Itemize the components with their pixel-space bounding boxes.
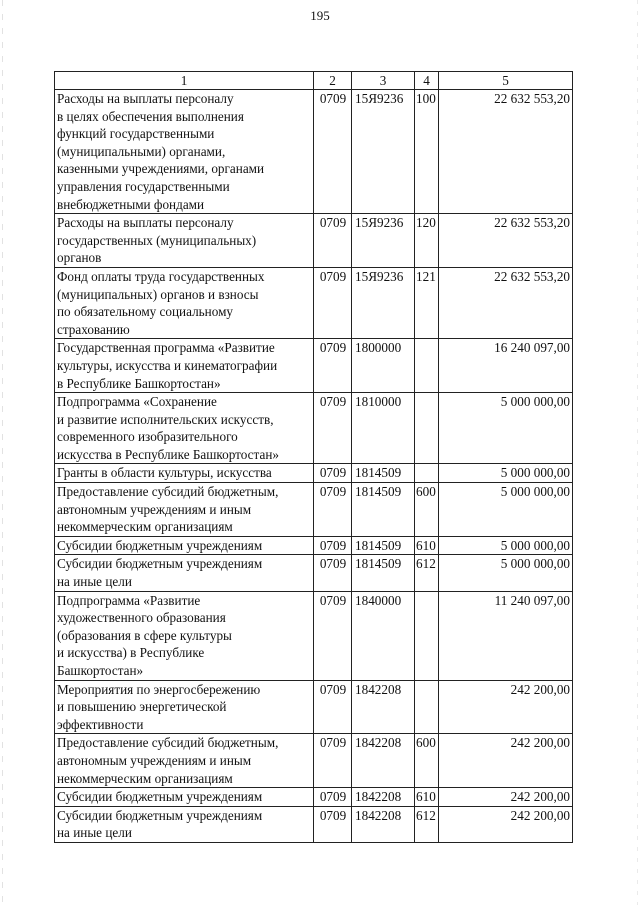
row-expense-type [415, 680, 439, 734]
row-amount: 5 000 000,00 [439, 464, 573, 483]
row-amount: 5 000 000,00 [439, 555, 573, 591]
table-row [55, 536, 573, 555]
row-expense-type [415, 591, 439, 680]
table-row [55, 267, 573, 338]
row-amount: 242 200,00 [439, 680, 573, 734]
row-expense-type: 610 [415, 788, 439, 807]
table-row [55, 680, 573, 734]
row-amount: 22 632 553,20 [439, 90, 573, 214]
row-name: Гранты в области культуры, искусства [55, 464, 314, 483]
row-name: Мероприятия по энергосбережению и повышению энергетической эффективности [55, 680, 314, 734]
row-expense-type: 612 [415, 806, 439, 842]
row-target-code: 1814509 [352, 464, 415, 483]
row-name: Фонд оплаты труда государственных (муниципальных) органов и взносы по обязательному социальному страхованию [55, 267, 314, 338]
row-section-code: 0709 [314, 90, 352, 214]
row-amount: 5 000 000,00 [439, 483, 573, 537]
table-row [55, 214, 573, 268]
row-amount: 11 240 097,00 [439, 591, 573, 680]
row-target-code: 1810000 [352, 393, 415, 464]
row-section-code: 0709 [314, 214, 352, 268]
row-section-code: 0709 [314, 267, 352, 338]
row-expense-type: 600 [415, 734, 439, 788]
row-name: Предоставление субсидий бюджетным, автономным учреждениям и иным некоммерческим организациям [55, 483, 314, 537]
row-name: Расходы на выплаты персоналу в целях обеспечения выполнения функций государственными (муниципальными) органами, казенными учреждениями, органами управления государственными внебюджетными фондами [55, 90, 314, 214]
row-target-code: 1814509 [352, 483, 415, 537]
row-section-code: 0709 [314, 806, 352, 842]
row-section-code: 0709 [314, 393, 352, 464]
header-col-5: 5 [439, 72, 573, 90]
row-name: Предоставление субсидий бюджетным, автономным учреждениям и иным некоммерческим организациям [55, 734, 314, 788]
row-amount: 5 000 000,00 [439, 536, 573, 555]
row-target-code: 15Я9236 [352, 267, 415, 338]
header-col-3: 3 [352, 72, 415, 90]
row-expense-type [415, 339, 439, 393]
row-section-code: 0709 [314, 483, 352, 537]
row-section-code: 0709 [314, 680, 352, 734]
header-col-2: 2 [314, 72, 352, 90]
row-expense-type: 120 [415, 214, 439, 268]
row-target-code: 15Я9236 [352, 90, 415, 214]
row-section-code: 0709 [314, 555, 352, 591]
table-row [55, 555, 573, 591]
row-target-code: 1842208 [352, 806, 415, 842]
table-row [55, 464, 573, 483]
row-amount: 16 240 097,00 [439, 339, 573, 393]
row-expense-type: 610 [415, 536, 439, 555]
row-expense-type: 121 [415, 267, 439, 338]
row-amount: 242 200,00 [439, 788, 573, 807]
row-section-code: 0709 [314, 788, 352, 807]
page-number: 195 [310, 8, 330, 23]
row-expense-type [415, 393, 439, 464]
table-body [55, 90, 573, 843]
row-section-code: 0709 [314, 536, 352, 555]
row-name: Субсидии бюджетным учреждениям на иные цели [55, 806, 314, 842]
budget-table [54, 71, 573, 843]
row-target-code: 1842208 [352, 680, 415, 734]
row-amount: 22 632 553,20 [439, 214, 573, 268]
row-target-code: 1842208 [352, 734, 415, 788]
row-target-code: 1814509 [352, 536, 415, 555]
row-name: Расходы на выплаты персоналу государственных (муниципальных) органов [55, 214, 314, 268]
row-amount: 22 632 553,20 [439, 267, 573, 338]
row-target-code: 1800000 [352, 339, 415, 393]
row-expense-type [415, 464, 439, 483]
table-row [55, 339, 573, 393]
row-target-code: 1840000 [352, 591, 415, 680]
row-name: Субсидии бюджетным учреждениям на иные цели [55, 555, 314, 591]
row-section-code: 0709 [314, 464, 352, 483]
header-row [55, 72, 573, 90]
scan-edge-left [2, 0, 3, 905]
row-name: Субсидии бюджетным учреждениям [55, 536, 314, 555]
header-col-4: 4 [415, 72, 439, 90]
row-target-code: 15Я9236 [352, 214, 415, 268]
row-name: Подпрограмма «Развитие художественного образования (образования в сфере культуры и искусства) в Республике Башкортостан» [55, 591, 314, 680]
row-name: Субсидии бюджетным учреждениям [55, 788, 314, 807]
table-row [55, 483, 573, 537]
scan-edge-right [637, 0, 638, 905]
table-row [55, 90, 573, 214]
row-amount: 5 000 000,00 [439, 393, 573, 464]
header-col-1: 1 [55, 72, 314, 90]
row-amount: 242 200,00 [439, 806, 573, 842]
row-amount: 242 200,00 [439, 734, 573, 788]
table-header [55, 72, 573, 90]
row-expense-type: 612 [415, 555, 439, 591]
table-row [55, 806, 573, 842]
table-row [55, 734, 573, 788]
table-row [55, 393, 573, 464]
row-expense-type: 100 [415, 90, 439, 214]
row-section-code: 0709 [314, 734, 352, 788]
row-section-code: 0709 [314, 339, 352, 393]
row-name: Государственная программа «Развитие культуры, искусства и кинематографии в Республике Башкортостан» [55, 339, 314, 393]
table-row [55, 591, 573, 680]
row-target-code: 1814509 [352, 555, 415, 591]
row-expense-type: 600 [415, 483, 439, 537]
row-name: Подпрограмма «Сохранение и развитие исполнительских искусств, современного изобразительного искусства в Республике Башкортостан» [55, 393, 314, 464]
row-section-code: 0709 [314, 591, 352, 680]
table-row [55, 788, 573, 807]
row-target-code: 1842208 [352, 788, 415, 807]
